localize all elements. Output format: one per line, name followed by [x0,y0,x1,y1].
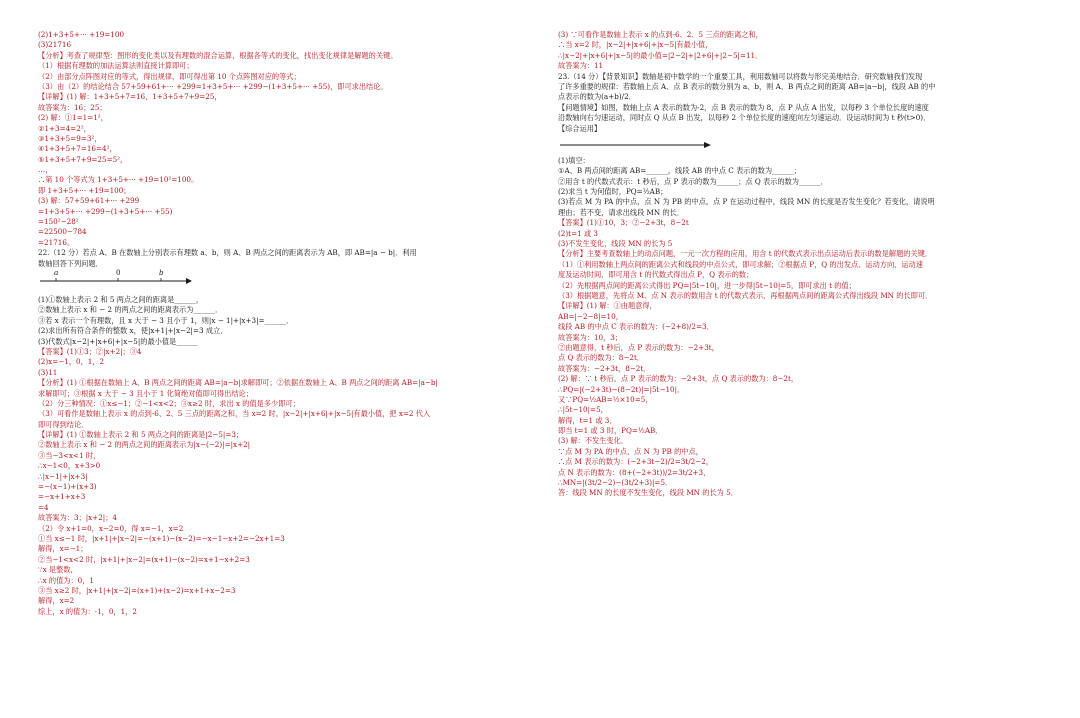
text-line: 故答案为：11 [558,61,604,71]
text-line: ∴第 10 个等式为 1+3+5+··· +19=10²=100。 [38,175,199,185]
text-line: (3) 解：57+59+61+··· +299 [38,196,140,206]
text-line: …， [38,165,53,175]
right-column [558,30,1030,499]
text-line: 【综合运用】 [558,123,602,133]
text-line: 求解即可；③根据 x 大于 − 3 且小于 1 化简绝对值即可得出结论； [38,388,253,398]
text-line: 了许多重要的规律：若数轴上点 A、点 B 表示的数分别为 a、b，则 A、B 两点之间的距离 AB=|a−b|，线段 AB 的中 [558,81,936,91]
text-line: ∴点 M 表示的数为：(−2+3t−2)/2=3t/2−2， [558,457,713,467]
text-line: (2)x=−1，0，1，2 [38,357,105,367]
q23-number-line-figure [558,134,718,156]
text-line: 即当 t=1 或 3 时，PQ=½AB． [558,426,663,436]
text-line: 综上，x 的值为：-1，0，1，2 [38,606,137,616]
text-line: 即 1+3+5+··· +19=100； [38,185,131,195]
text-line: ②1+3=4=2²， [38,123,91,133]
left-column [38,30,508,617]
q21-solution-block [38,30,508,248]
text-line: ∴|5t−10|=5， [558,405,608,415]
text-line: =−x+1+x+3 [38,492,86,502]
text-line: 【分析】考查了规律型：图形的变化类以及有理数的混合运算，根据各等式的变化，找出变化规律是解题的关键。 [38,50,398,60]
text-line: （2）分三种情况：①x≤−1；②−1<x<2；③x≥2 时，求出 x 的值是多少即可； [38,398,300,408]
text-line: (2)t=1 或 3 [558,228,598,238]
text-line: =22500−784 [38,227,87,237]
text-line: 【详解】(1) 解：①由题意得， [558,301,657,311]
text-line: ②由题意得，t 秒后，点 P 表示的数为：−2+3t， [558,342,719,352]
text-line: ②数轴上表示 x 和 − 2 的两点之间的距离表示为______． [38,305,223,315]
text-line: (2) 解：∵ t 秒后，点 P 表示的数为：−2+3t，点 Q 表示的数为：8−2t， [558,374,799,384]
text-line: 答：线段 MN 的长度不发生变化，线段 MN 的长为 5． [558,488,738,498]
text-line: ∴|x−2|+|x+6|+|x−5|的最小值=|2−2|+|2+6|+|2−5|=11． [558,50,763,60]
text-line: ∴x 的值为：0，1 [38,575,94,585]
text-line: (3)21716 [38,40,72,50]
text-line: (3) ∵可看作是数轴上表示 x 的点到-6、2、5 三点的距离之和， [558,30,763,39]
q23-stem-block [558,30,1030,134]
axis-label-0: 0 [116,267,121,277]
text-line: ②用含 t 的代数式表示：t 秒后，点 P 表示的数为______；点 Q 表示的数为______． [558,176,828,186]
text-line: （2）令 x+1=0，x−2=0，得 x=−1，x=2 [38,523,184,533]
text-line: ②当−1<x<2 时，|x+1|+|x−2|=(x+1)−(x−2)=x+1−x+2=3 [38,554,250,564]
text-line: 解得，x=−1； [38,544,88,554]
text-line: 解得，x=2 [38,596,75,606]
text-line: (3)代数式|x−2|+|x+6|+|x−5|的最小值是______ [38,336,198,346]
text-line: 即可得到结论． [38,419,89,429]
text-line: (2)求当 t 为何值时，PQ=½AB； [558,187,668,197]
text-line: 线段 AB 的中点 C 表示的数为：(−2+8)/2=3． [558,322,714,332]
text-line: 【详解】(1) ①数轴上表示 2 和 5 两点之间的距离是|2−5|=3； [38,430,244,440]
text-line: （2）先根据两点间的距离公式得出 PQ=|5t−10|，进一步得|5t−10|=5，即可求出 t 的值； [558,280,856,290]
text-line: (2)1+3+5+··· +19=100 [38,30,125,39]
text-line: 故答案为：16；25； [38,102,107,112]
text-line: ∴当 x=2 时，|x−2|+|x+6|+|x−5|有最小值， [558,40,713,50]
q22-stem-line-1: 22.（12 分）若点 A、B 在数轴上分别表示有理数 a、b，则 A、B 两点之间的距离表示为 AB，即 AB=|a − b|．利用 [38,248,417,258]
q22-content-block [38,295,508,617]
text-line: =21716。 [38,237,75,247]
text-line: (2) 解：①1=1=1²， [38,113,108,123]
text-line: 故答案为：3；|x+2|；4 [38,513,117,523]
text-line: ∵x 是整数， [38,565,78,575]
text-line: ∵点 M 为 PA 的中点，点 N 为 PB 的中点， [558,446,703,456]
text-line: 【分析】主要考查数轴上的动点问题，一元一次方程的应用，用含 t 的代数式表示出点运动后表示的数是解题的关键． [558,249,933,259]
text-line: 【答案】(1)①3；②|x+2|；③4 [38,346,142,356]
text-line: ∴MN=|(3t/2−2)−(3t/2+3)|=5． [558,478,673,488]
text-line: 点 N 表示的数为：(8+(−2+3t))/2=3t/2+3， [558,467,711,477]
text-line: 度及运动时间，即可用含 t 的代数式得出点 P，Q 表示的数； [558,270,754,280]
text-line: ⑤1+3+5+7+9=25=5²， [38,154,128,164]
text-line: ③1+3+5=9=3²， [38,133,102,143]
text-line: 沿数轴向右匀速运动，同时点 Q 从点 B 出发，以每秒 2 个单位长度的速度向左匀速运动．设运动时间为 t 秒(t>0)． [558,113,931,123]
text-line: （3）根据题意，先将点 M、点 N 表示的数用含 t 的代数式表示，再根据两点间的距离公式得出线段 MN 的长即可． [558,290,933,300]
text-line: 点表示的数为(a+b)/2． [558,92,636,102]
number-line-arrow [558,138,718,152]
text-line: 【分析】(1) ①根据在数轴上 A、B 两点之间的距离 AB=|a−b|求解即可；②依据在数轴上 A、B 两点之间的距离 AB=|a−b| [38,378,438,388]
text-line: ③若 x 表示一个有理数，且 x 大于 − 3 且小于 1，则|x − 1|+|x+3|=______． [38,315,294,325]
text-line: (1)填空： [558,155,590,165]
text-line: (3) 解：不发生变化． [558,436,628,446]
text-line: 23.（14 分）【背景知识】数轴是初中数学的一个重要工具，利用数轴可以将数与形完美地结合．研究数轴我们发现 [558,71,923,81]
text-line: ③当 x≥2 时，|x+1|+|x−2|=(x+1)+(x−2)=x+1+x−2=3 [38,585,236,595]
text-line: （1）根据有理数的加法运算法则直接计算即可； [38,61,194,71]
number-line-arrow [38,271,198,289]
text-line: 【问题情境】如图，数轴上点 A 表示的数为-2，点 B 表示的数为 8，点 P 从点 A 出发，以每秒 3 个单位长度的速度 [558,102,929,112]
text-line: 点 Q 表示的数为：8−2t． [558,353,645,363]
text-line: =−(x−1)+(x+3) [38,482,97,492]
text-line: （3）由（2）的结论结合 57+59+61+··· +299=1+3+5+··· +299−(1+3+5+··· +55)，即可求出结论。 [38,81,388,91]
text-line: ∴|x−1|+|x+3| [38,471,88,481]
text-line: （1）①利用数轴上两点间的距离公式和线段的中点公式，即可求解；②根据点 P，Q 的出发点、运动方向、运动速 [558,259,923,269]
text-line: ∴PQ=|(−2+3t)−(8−2t)|=|5t−10|． [558,384,685,394]
text-line: （3）可看作是数轴上表示 x 的点到-6、2、5 三点的距离之和，当 x=2 时，|x−2|+|x+6|+|x−5|有最小值，把 x=2 代入 [38,409,431,419]
text-line: (3)11 [38,367,58,377]
text-line: ①当 x≤−1 时，|x+1|+|x−2|=−(x+1)−(x−2)=−x−1−x+2=−2x+1=3 [38,533,285,543]
text-line: 【详解】(1) 解：1+3+5+7=16，1+3+5+7+9=25， [38,92,222,102]
text-line: 解得，t=1 或 3． [558,415,617,425]
text-line: =150²−28² [38,217,79,227]
axis-label-b: b [159,267,164,277]
q23-content-block [558,156,1030,499]
text-line: 理由；若不变，请求出线段 MN 的长． [558,207,685,217]
text-line: =4 [38,502,49,512]
q22-stem-line-2: 数轴回答下列问题． [38,258,103,268]
text-line: ②数轴上表示 x 和 − 2 的两点之间的距离表示为|x−(−2)|=|x+2| [38,440,251,450]
text-line: （2）由部分点阵图对应的等式，得出规律，即可得出第 10 个点阵图对应的等式； [38,71,301,81]
text-line: 又∵PQ=½AB=½×10=5， [558,394,653,404]
text-line: 故答案为：10，3； [558,332,623,342]
text-line: 故答案为：−2+3t，8−2t． [558,363,651,373]
text-line: ④1+3+5+7=16=4²， [38,144,117,154]
text-line: 【答案】(1)①10，3；②−2+3t，8−2t [558,218,689,228]
q22-number-line-figure [38,269,198,295]
text-line: ∴x−1<0，x+3>0 [38,461,101,471]
text-line: (2)求出所有符合条件的整数 x，使|x+1|+|x−2|=3 成立． [38,326,228,336]
text-line: ③当−3<x<1 时， [38,450,101,460]
text-line: =1+3+5+··· +299−(1+3+5+··· +55) [38,206,173,216]
text-line: ①A、B 两点间的距离 AB=______，线段 AB 的中点 C 表示的数为______； [558,166,801,176]
text-line: (3)若点 M 为 PA 的中点，点 N 为 PB 的中点，点 P 在运动过程中，线段 MN 的长度是否发生变化？若变化，请说明 [558,197,935,207]
text-line: (3)不发生变化，线段 MN 的长为 5 [558,239,673,249]
text-line: AB=|−2−8|=10， [558,311,623,321]
axis-label-a: a [54,267,59,277]
text-line: (1)①数轴上表示 2 和 5 两点之间的距离是______， [38,294,204,304]
